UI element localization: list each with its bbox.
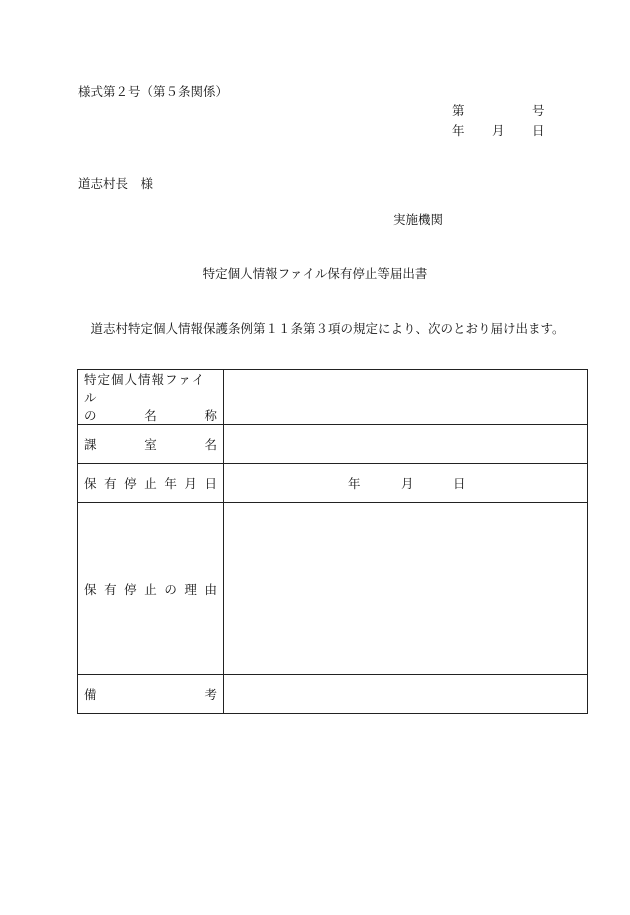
- form-number-label: 様式第２号（第５条関係）: [78, 84, 229, 99]
- table-row-section: [78, 425, 588, 464]
- field-reason[interactable]: [224, 503, 588, 675]
- label-section-name: 課 室 名: [78, 425, 224, 464]
- label-reason: 保 有 停 止 の 理 由: [78, 503, 224, 675]
- stop-date-day: 日: [453, 476, 466, 491]
- field-remarks[interactable]: [224, 675, 588, 714]
- table-row-remarks: [78, 675, 588, 714]
- document-title: 特定個人情報ファイル保有停止等届出書: [202, 266, 428, 281]
- label-file-name: [78, 370, 224, 425]
- table-row-stop-date: [78, 464, 588, 503]
- field-section-name[interactable]: [224, 425, 588, 464]
- field-file-name[interactable]: [224, 370, 588, 425]
- body-text: 道志村特定個人情報保護条例第１１条第３項の規定により、次のとおり届け出ます。: [78, 321, 565, 336]
- header-date-day: 日: [532, 123, 545, 138]
- label-file-name-line2: の 名 称: [84, 408, 217, 423]
- label-stop-date: 保 有 停 止 年 月 日: [78, 464, 224, 503]
- addressee: 道志村長 様: [78, 176, 154, 191]
- header-date-month: 月: [492, 123, 505, 138]
- document-number-prefix: 第: [452, 103, 465, 118]
- header-date-year: 年: [452, 123, 465, 138]
- form-table: [77, 369, 588, 714]
- field-stop-date[interactable]: [224, 464, 588, 503]
- label-remarks: 備 考: [78, 675, 224, 714]
- stop-date-month: 月: [401, 476, 414, 491]
- table-row-file-name: [78, 370, 588, 425]
- stop-date-year: 年: [348, 476, 361, 491]
- table-row-reason: [78, 503, 588, 675]
- document-number-suffix: 号: [532, 103, 545, 118]
- label-file-name-line1: 特定個人情報ファイル: [84, 372, 206, 405]
- organization-label: 実施機関: [393, 212, 444, 227]
